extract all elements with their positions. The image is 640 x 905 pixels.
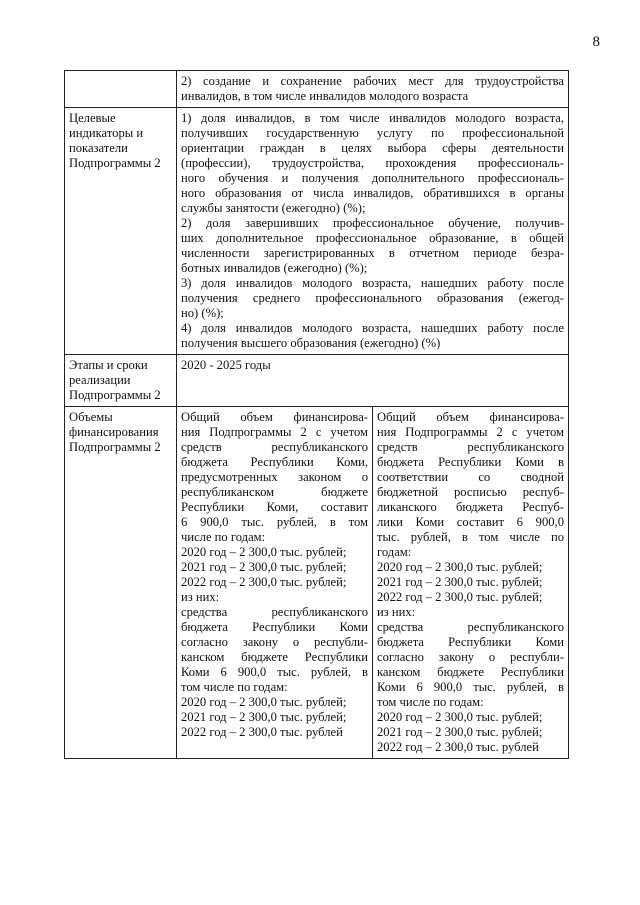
text-line: 2020 год – 2 300,0 тыс. рублей; <box>377 710 543 724</box>
text-line: ботных инвалидов (ежегодно) (%); <box>181 261 368 275</box>
text-line: инвалидов, в том числе инвалидов молодого возраста <box>181 89 469 103</box>
table-row <box>65 108 569 355</box>
text-line: республиканском бюджете <box>181 485 368 499</box>
page-number: 8 <box>592 34 600 50</box>
text-line: 2) создание и сохранение рабочих мест для трудоустройства <box>181 74 564 88</box>
text-line: ликанского бюджета Респуб- <box>377 500 564 514</box>
text-line: 2021 год – 2 300,0 тыс. рублей; <box>181 710 347 724</box>
row-content-indicators <box>177 108 569 355</box>
text-line: числе по годам: <box>181 530 266 544</box>
text-line: 2020 год – 2 300,0 тыс. рублей; <box>377 560 543 574</box>
text-line: Коми 6 900,0 тыс. рублей, в <box>377 680 564 694</box>
text-line: бюджета Республики Коми, <box>181 455 368 469</box>
text-line: службы занятости (ежегодно) (%); <box>181 201 366 215</box>
text-line: численности зарегистрированных в отчетном периоде безра- <box>181 246 564 260</box>
text-line: получения высшего образования (ежегодно) (%) <box>181 336 441 350</box>
text-line: 2020 год – 2 300,0 тыс. рублей; <box>181 695 347 709</box>
text-line: Общий объем финансирова- <box>181 410 368 424</box>
text-line: 6 900,0 тыс. рублей, в том <box>181 515 368 529</box>
table-row <box>65 407 569 759</box>
text-line: средства республиканского <box>181 605 368 619</box>
text-line: 2022 год – 2 300,0 тыс. рублей; <box>377 590 543 604</box>
text-line: получивших государственную услугу по профессиональной <box>181 126 564 140</box>
text-line: 2021 год – 2 300,0 тыс. рублей; <box>377 575 543 589</box>
text-line: получения среднего профессионального образования (ежегод- <box>181 291 564 305</box>
row-label-empty <box>65 71 177 108</box>
row-content-tasks <box>177 71 569 108</box>
text-line: 2021 год – 2 300,0 тыс. рублей; <box>377 725 543 739</box>
text-line: 2) доля завершивших профессиональное обучение, получив- <box>181 216 564 230</box>
text-line: средств республиканского <box>377 440 564 454</box>
table-row <box>65 355 569 407</box>
finance-old-version <box>177 407 373 758</box>
label-text: Объемы финансирования Подпрограммы 2 <box>69 410 161 454</box>
text-line: Республики Коми, составит <box>181 500 368 514</box>
table-row <box>65 71 569 108</box>
text-line: лики Коми составит 6 900,0 <box>377 515 564 529</box>
text-line: бюджета Республики Коми <box>181 620 368 634</box>
text-line: том числе по годам: <box>181 680 288 694</box>
text-line: соответствии со сводной <box>377 470 564 484</box>
text-line: том числе по годам: <box>377 695 484 709</box>
finance-split-table <box>177 407 568 758</box>
text-line: предусмотренных законом о <box>181 470 368 484</box>
text-line: средств республиканского <box>181 440 368 454</box>
text-line: Общий объем финансирова- <box>377 410 564 424</box>
text-line: бюджетной росписью респуб- <box>377 485 564 499</box>
text-line: 3) доля инвалидов молодого возраста, нашедших работу после <box>181 276 564 290</box>
text-line: канском бюджете Республики <box>181 650 368 664</box>
text-line: 2020 год – 2 300,0 тыс. рублей; <box>181 545 347 559</box>
text-line: бюджета Республики Коми <box>377 635 564 649</box>
text-line: ориентации граждан в целях выбора сферы деятельности <box>181 141 564 155</box>
text-line: из них: <box>377 605 416 619</box>
label-text: Этапы и сроки реализации Подпрограммы 2 <box>69 358 161 402</box>
row-content-stages <box>177 355 569 407</box>
text-line: Коми 6 900,0 тыс. рублей, в <box>181 665 368 679</box>
text-line: 2022 год – 2 300,0 тыс. рублей <box>181 725 343 739</box>
row-label-finance <box>65 407 177 759</box>
row-label-stages <box>65 355 177 407</box>
row-label-indicators <box>65 108 177 355</box>
text-line: ния Подпрограммы 2 с учетом <box>181 425 368 439</box>
text-line: но) (%); <box>181 306 224 320</box>
text-line: ших дополнительное профессиональное образование, в общей <box>181 231 564 245</box>
text-line: 1) доля инвалидов, в том числе инвалидов молодого возраста, <box>181 111 564 125</box>
text-line: 2021 год – 2 300,0 тыс. рублей; <box>181 560 347 574</box>
text-line: годам: <box>377 545 412 559</box>
text-line: 2022 год – 2 300,0 тыс. рублей <box>377 740 539 754</box>
text-line: 2022 год – 2 300,0 тыс. рублей; <box>181 575 347 589</box>
text-line: тыс. рублей, в том числе по <box>377 530 564 544</box>
text-line: 4) доля инвалидов молодого возраста, нашедших работу после <box>181 321 564 335</box>
row-content-finance <box>177 407 569 759</box>
label-text: Целевые индикаторы и показатели Подпрограммы 2 <box>69 111 161 170</box>
text-line: 2020 - 2025 годы <box>181 358 271 372</box>
text-line: согласно закону о республи- <box>181 635 368 649</box>
text-line: ния Подпрограммы 2 с учетом <box>377 425 564 439</box>
text-line: канском бюджете Республики <box>377 665 564 679</box>
text-line: согласно закону о республи- <box>377 650 564 664</box>
finance-new-version <box>373 407 569 758</box>
text-line: ного обучения и получения дополнительного профессиональ- <box>181 171 564 185</box>
text-line: (профессии), трудоустройства, прохождения профессиональ- <box>181 156 564 170</box>
subprogram-passport-table <box>64 70 569 759</box>
text-line: бюджета Республики Коми в <box>377 455 564 469</box>
text-line: средства республиканского <box>377 620 564 634</box>
text-line: ного образования от числа инвалидов, обратившихся в органы <box>181 186 564 200</box>
text-line: из них: <box>181 590 220 604</box>
